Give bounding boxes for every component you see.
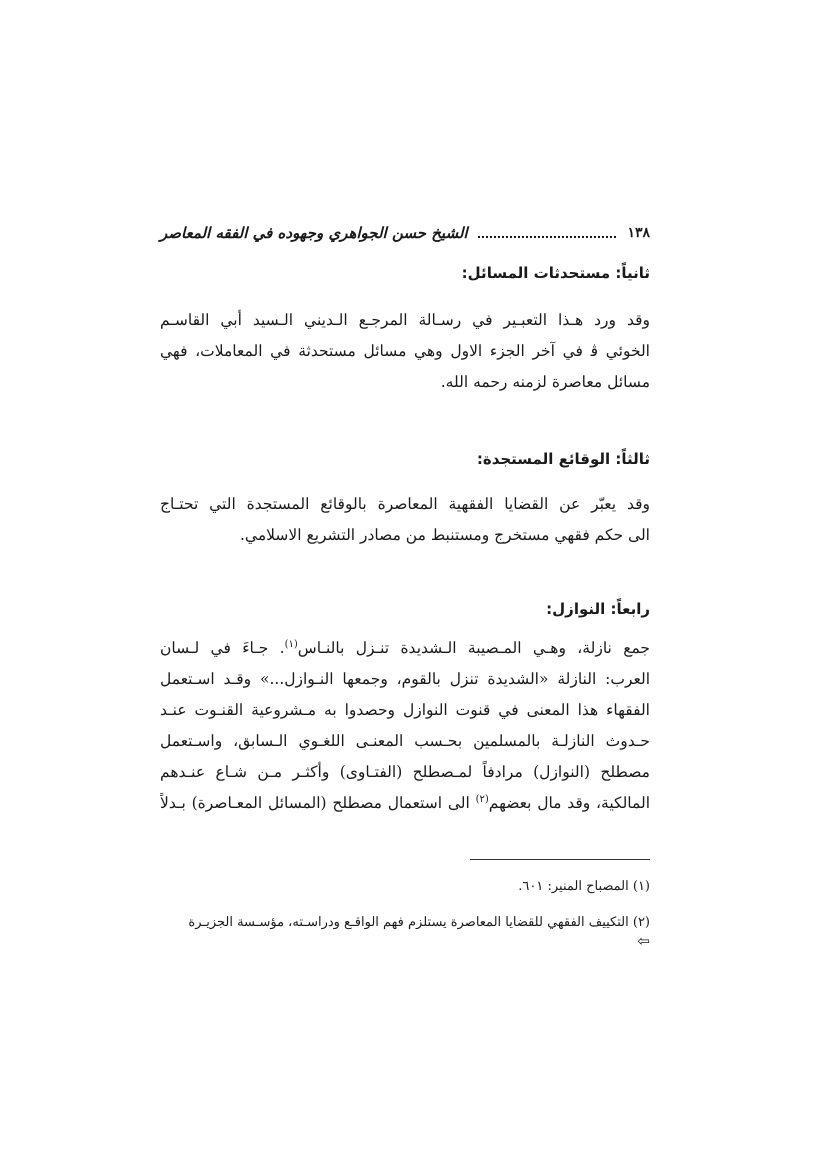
paragraph-calamities [160, 633, 650, 819]
book-title: الشيخ حسن الجواهري وجهوده في الفقه المعاصر [160, 224, 468, 242]
book-page [160, 205, 650, 965]
footnote-1: (١) المصباح المنير: ٦٠١. [518, 879, 650, 894]
continue-arrow-icon: ⇦ [637, 932, 650, 950]
paragraph-line: الخوئي ﭬ في آخر الجزء الاول وهي مسائل مستحدثة في المعاملات، فهي [160, 342, 650, 360]
paragraph-line [160, 633, 650, 664]
header-dotted-leader [478, 236, 616, 238]
line-text: جمع نازلة، وهـي المـصيبة الـشديدة تنـزل بالنـاس [297, 639, 650, 657]
section-heading-calamities: رابعاً: النوازل: [546, 600, 650, 618]
paragraph-line: الى حكم فقهي مستخرج ومستنبط من مصادر التشريع الاسلامي. [239, 526, 650, 544]
paragraph-line: وقد ورد هـذا التعبـير في رسـالة المرجـع الـديني الـسيد أبي القاسـم [160, 311, 650, 329]
paragraph-line: الفقهاء هذا المعنى في قنوت النوازل وحصدوا به مـشروعية القنـوت عنـد [160, 701, 650, 719]
running-header [160, 221, 650, 245]
paragraph-emerging-events [160, 489, 650, 551]
section-heading-new-issues: ثانياً: مستحدثات المسائل: [461, 264, 650, 282]
line-text: الى استعمال مصطلح (المسائل المعـاصرة) بـدلاً [160, 794, 470, 812]
footnote-2: (٢) التكييف الفقهي للقضايا المعاصرة يستلزم فهم الواقـع ودراسـته، مؤسـسة الجزيـرة [188, 915, 650, 930]
footnote-divider [470, 859, 650, 860]
paragraph-line: وقد يعبّر عن القضايا الفقهية المعاصرة بالوقائع المستجدة التي تحتـاج [160, 495, 650, 513]
paragraph-line: مصطلح (النوازل) مرادفاً لمـصطلح (الفتـاوى) وأكثـر مـن شـاع عنـدهم [160, 763, 650, 781]
line-text: . جـاءَ في لـسان [160, 639, 285, 657]
line-text: المالكية، وقد مال بعضهم [488, 794, 650, 812]
section-heading-emerging-events: ثالثاً: الوقائع المستجدة: [476, 450, 650, 468]
paragraph-line: حـدوث النازلـة بالمسلمين بحـسب المعنـى اللغـوي الـسابق، واسـتعمل [160, 732, 650, 750]
paragraph-line: مسائل معاصرة لزمنه رحمه الله. [440, 373, 650, 391]
paragraph-new-issues [160, 305, 650, 398]
footnote-ref-1[interactable]: (١) [284, 638, 298, 650]
footnote-ref-2[interactable]: (٢) [475, 793, 489, 805]
paragraph-line: العرب: النازلة «الشديدة تنزل بالقوم، وجمعها النـوازل...» وقـد اسـتعمل [160, 670, 650, 688]
paragraph-line [160, 788, 650, 819]
page-number: ١٣٨ [627, 225, 650, 241]
